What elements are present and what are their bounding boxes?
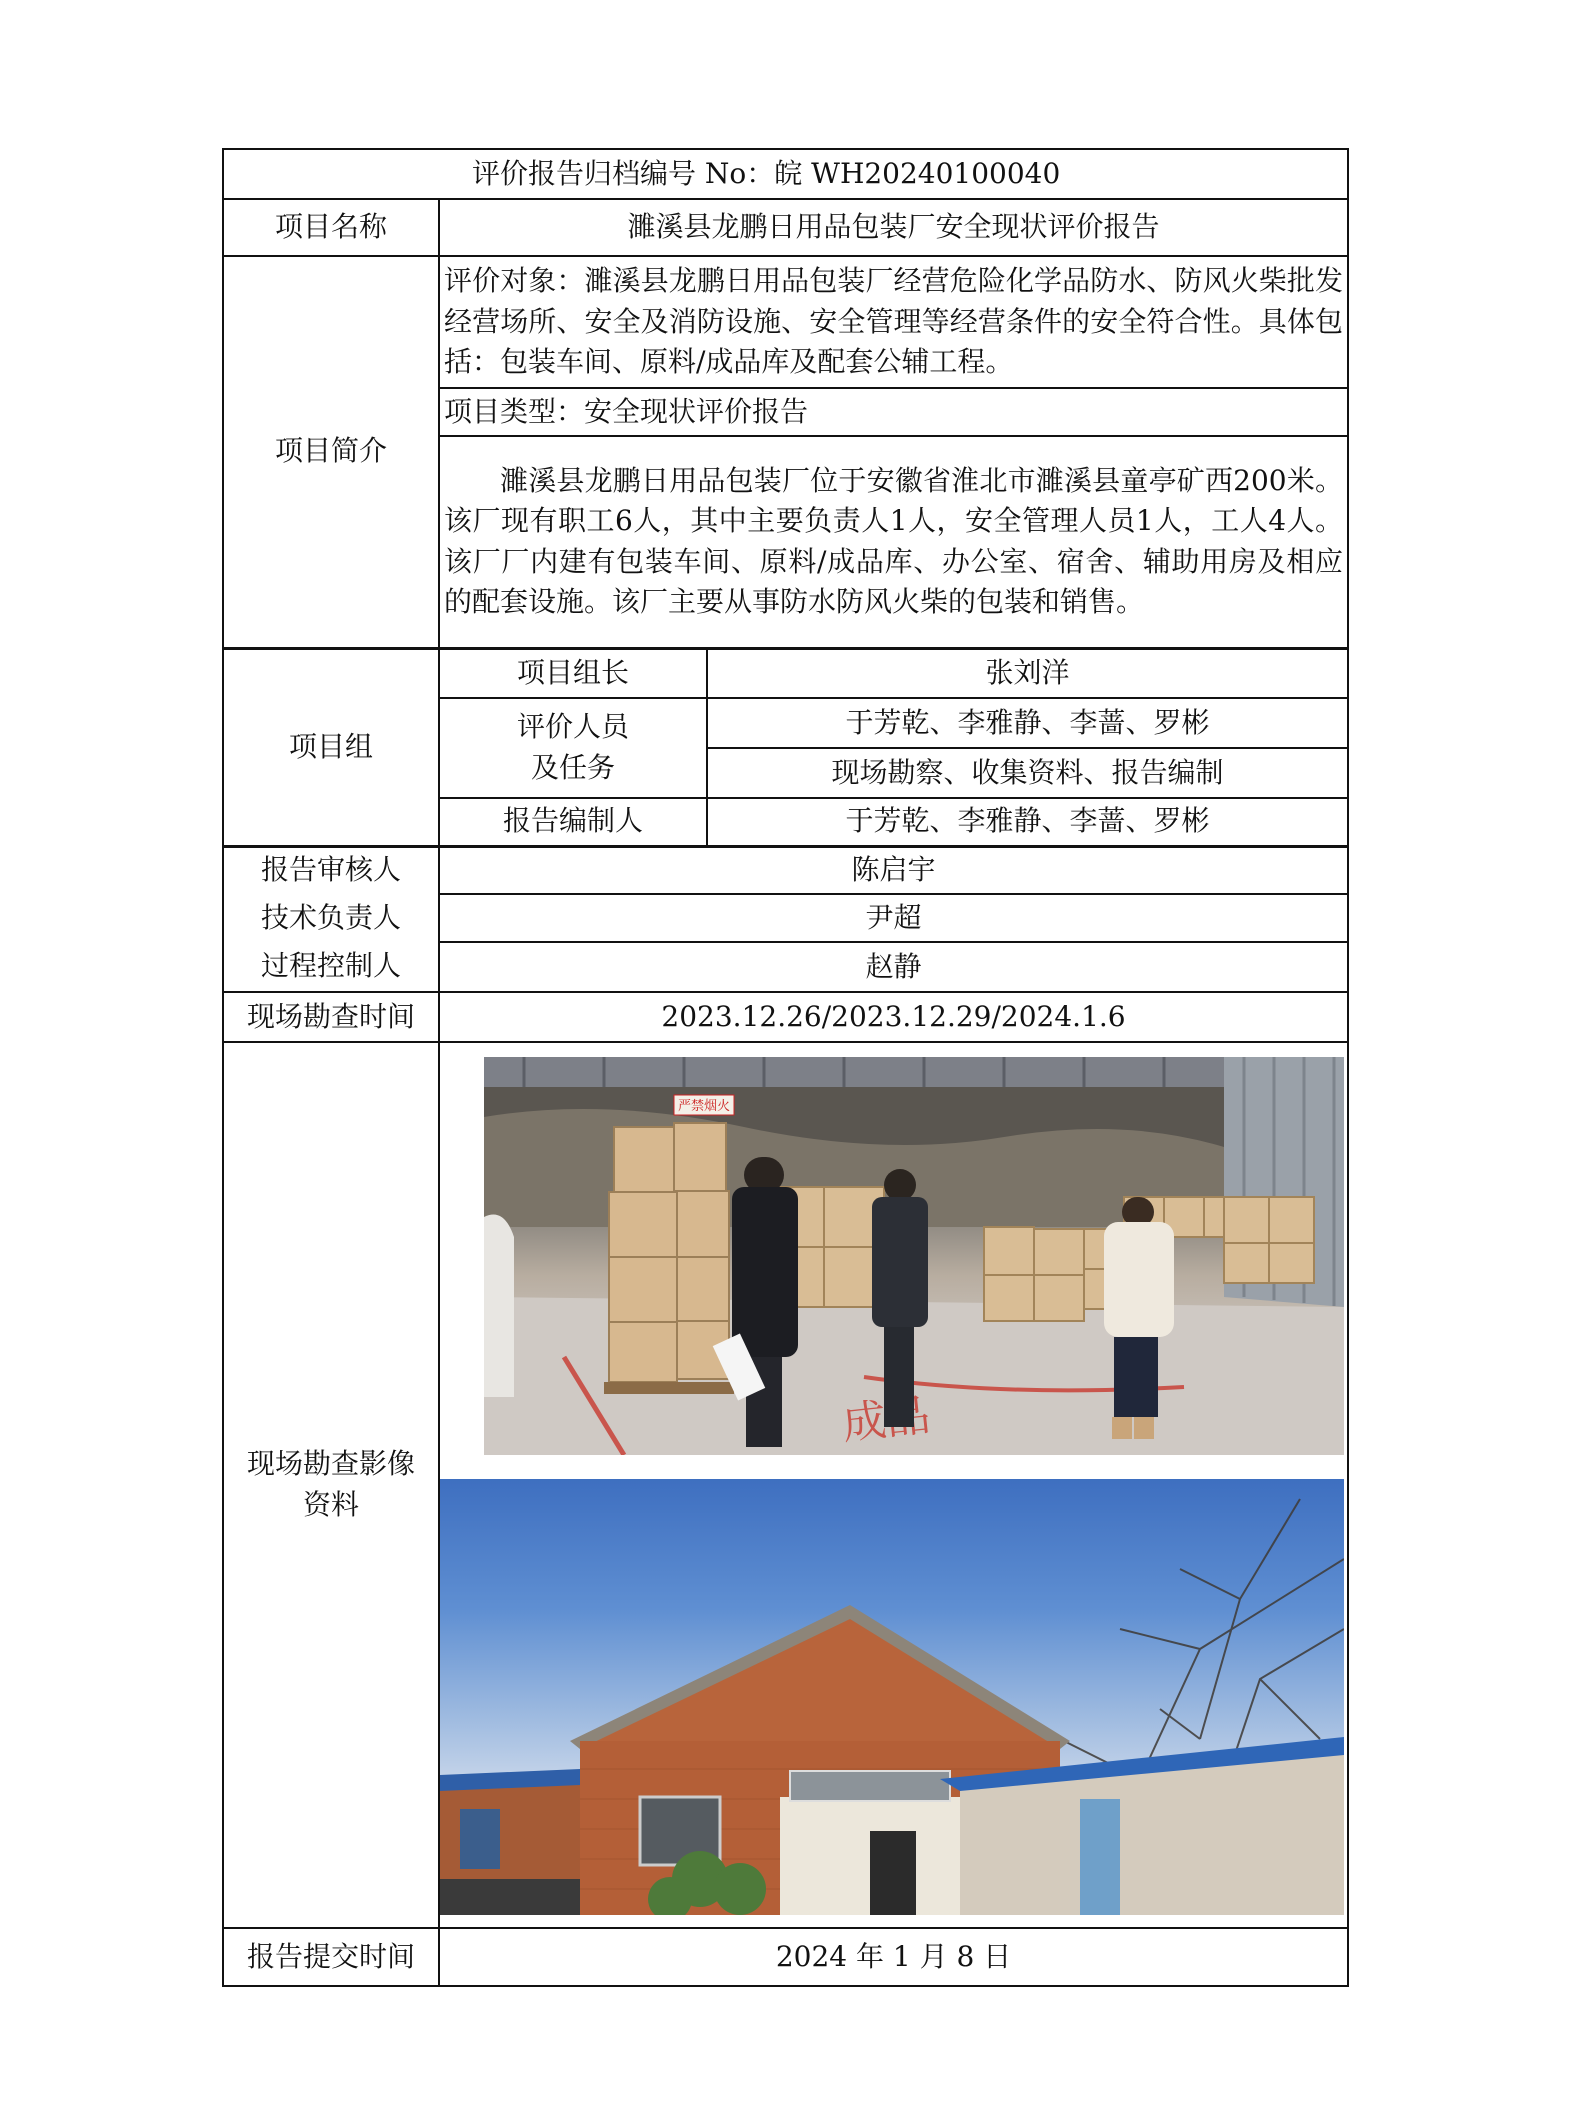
project-name-label: 项目名称 <box>223 199 439 256</box>
warehouse-photo <box>484 1057 1344 1455</box>
survey-images-cell <box>439 1042 1348 1928</box>
survey-time-value: 2023.12.26/2023.12.29/2024.1.6 <box>439 992 1348 1042</box>
process-control-value: 赵静 <box>439 942 1348 992</box>
team-leader-label: 项目组长 <box>439 648 707 698</box>
project-name-value: 濉溪县龙鹏日用品包装厂安全现状评价报告 <box>439 199 1348 256</box>
evaluation-object: 评价对象：濉溪县龙鹏日用品包装厂经营危险化学品防水、防风火柴批发经营场所、安全及消防设施、安全管理等经营条件的安全符合性。具体包括：包装车间、原料/成品库及配套公辅工程。 <box>439 256 1348 388</box>
project-type: 项目类型：安全现状评价报告 <box>439 388 1348 436</box>
tech-lead-label: 技术负责人 <box>223 894 439 942</box>
survey-time-label: 现场勘查时间 <box>223 992 439 1042</box>
reviewer-value: 陈启宇 <box>439 846 1348 894</box>
process-control-label: 过程控制人 <box>223 942 439 992</box>
evaluators-label-line1: 评价人员 <box>516 710 629 744</box>
reviewer-label: 报告审核人 <box>223 846 439 894</box>
compiler-label: 报告编制人 <box>439 798 707 846</box>
warehouse-photo-drawing <box>484 1057 1344 1455</box>
compiler-value: 于芳乾、李雅静、李蔷、罗彬 <box>707 798 1348 846</box>
submit-time-label: 报告提交时间 <box>223 1928 439 1986</box>
building-photo <box>440 1479 1344 1915</box>
evaluators-label <box>439 698 707 798</box>
tasks-value: 现场勘察、收集资料、报告编制 <box>707 748 1348 798</box>
team-label: 项目组 <box>223 648 439 846</box>
team-leader-value: 张刘洋 <box>707 648 1348 698</box>
archive-number: 评价报告归档编号 No：皖 WH20240100040 <box>223 149 1348 199</box>
survey-images-label-line2: 资料 <box>302 1488 359 1521</box>
survey-images-label-line1: 现场勘查影像 <box>246 1447 415 1481</box>
evaluators-value: 于芳乾、李雅静、李蔷、罗彬 <box>707 698 1348 748</box>
survey-images-label <box>223 1042 439 1928</box>
report-table <box>222 148 1349 1987</box>
no-fire-sign: 严禁烟火 <box>677 1099 731 1114</box>
submit-time-value: 2024 年 1 月 8 日 <box>439 1928 1348 1986</box>
project-summary: 濉溪县龙鹏日用品包装厂位于安徽省淮北市濉溪县童亭矿西200米。该厂现有职工6人，其中主要负责人1人，安全管理人员1人，工人4人。该厂厂内建有包装车间、原料/成品库、办公室、宿舍、辅助用房及相应的配套设施。该厂主要从事防水防风火柴的包装和销售。 <box>439 436 1348 648</box>
project-intro-label: 项目简介 <box>223 256 439 648</box>
building-photo-drawing <box>440 1479 1344 1915</box>
evaluators-label-line2: 及任务 <box>530 751 615 784</box>
tech-lead-value: 尹超 <box>439 894 1348 942</box>
